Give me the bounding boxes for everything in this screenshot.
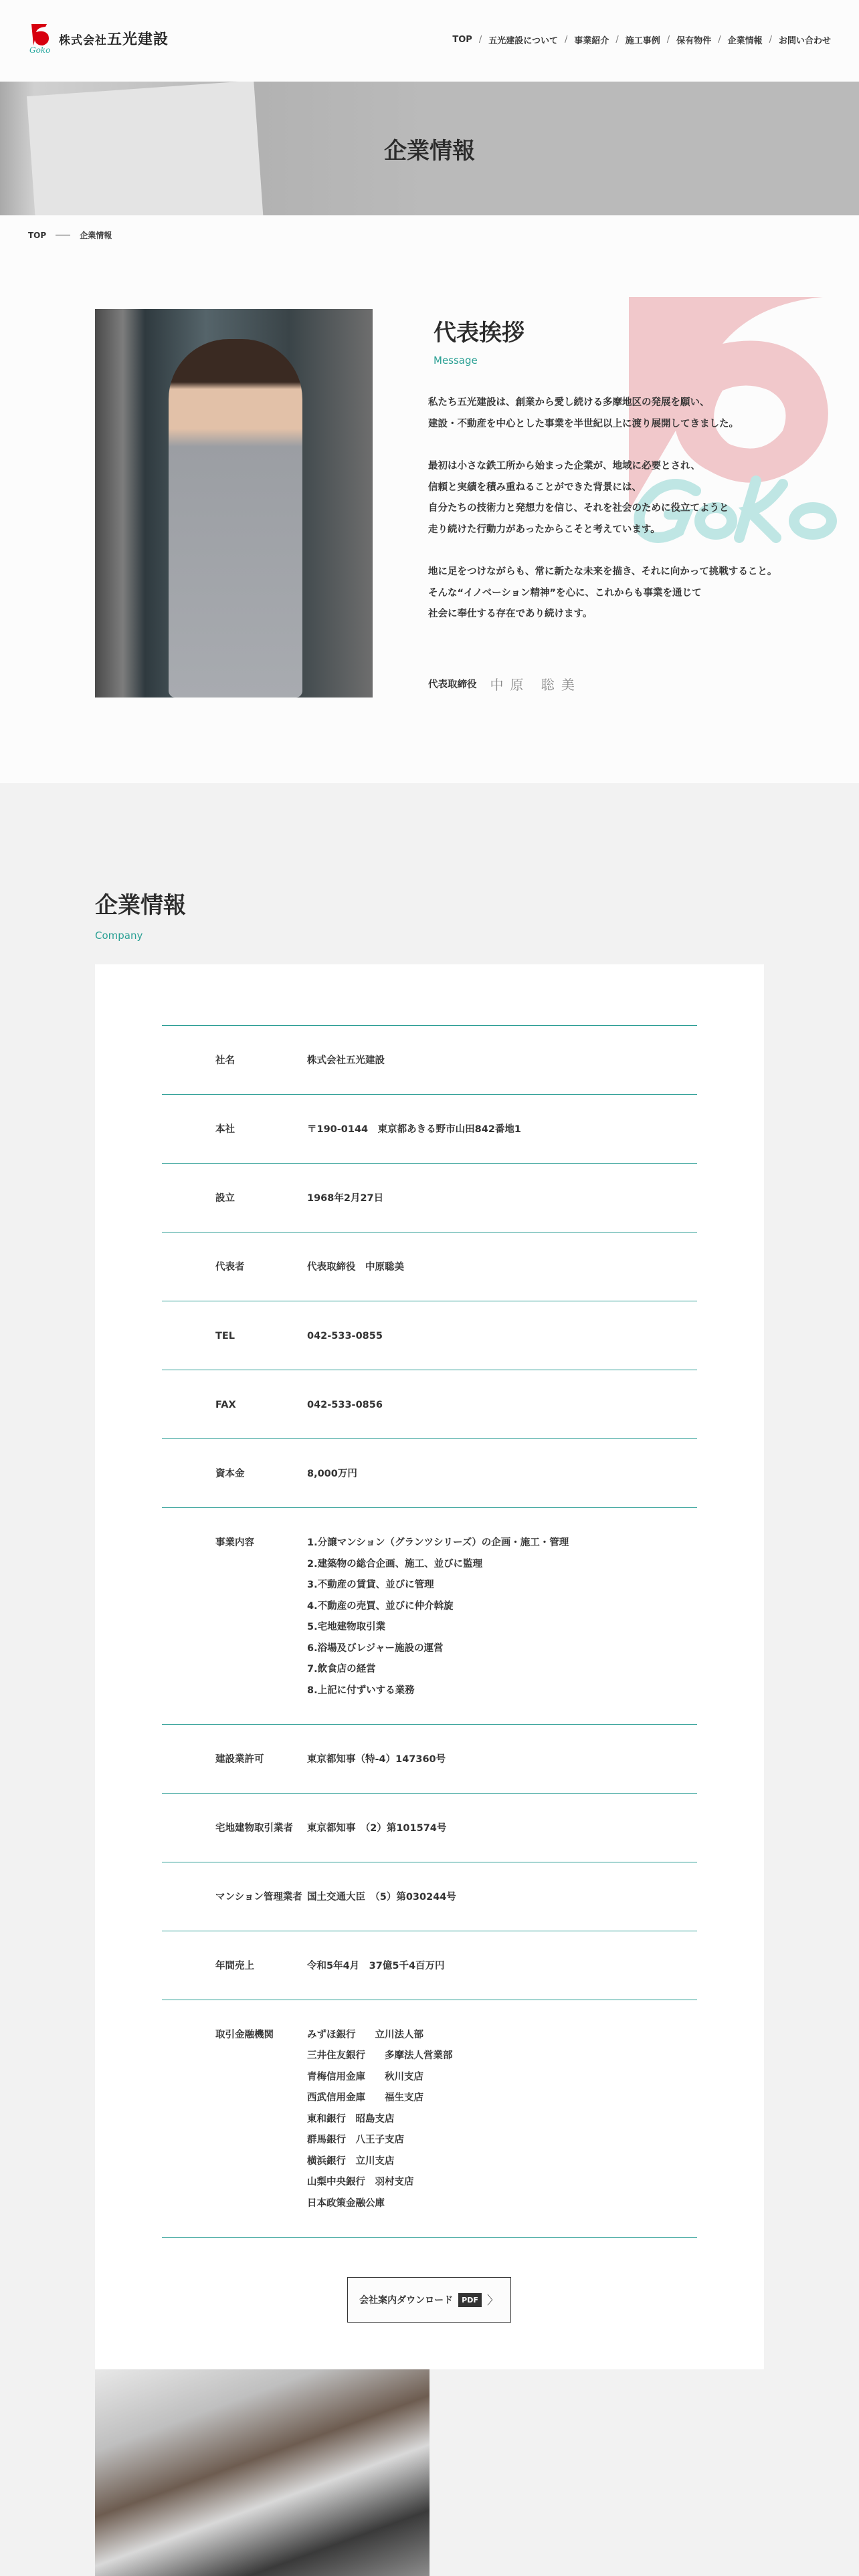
row-label: 事業内容	[215, 1537, 254, 1548]
table-row	[162, 2000, 697, 2238]
signature-title: 代表取締役	[428, 679, 477, 690]
value-line: 三井住友銀行 多摩法人営業部	[307, 2050, 453, 2061]
table-row	[162, 1301, 697, 1370]
row-value	[307, 1261, 404, 1274]
table-row	[162, 1164, 697, 1232]
message-subtitle: Message	[434, 354, 478, 366]
value-line: 8.上記に付ずいする業務	[307, 1685, 415, 1696]
row-value	[307, 1192, 383, 1205]
table-row	[162, 1095, 697, 1164]
message-paragraph	[428, 456, 729, 540]
ceo-photo	[95, 309, 373, 697]
row-label: 社名	[215, 1055, 235, 1066]
message-title: 代表挨拶	[434, 320, 524, 346]
value-line: 東京都知事 （2）第101574号	[307, 1822, 447, 1834]
row-value	[307, 1467, 357, 1481]
hero-banner	[0, 82, 859, 215]
nav-separator: /	[478, 35, 482, 45]
row-label: 取引金融機関	[215, 2029, 274, 2040]
nav-separator: /	[564, 35, 568, 45]
office-photo	[95, 2369, 430, 2576]
message-paragraph	[428, 562, 777, 625]
message-line: 社会に奉仕する存在であり続けます。	[428, 609, 593, 619]
row-label: 代表者	[215, 1262, 245, 1273]
message-line: 建設・不動産を中心とした事業を半世紀以上に渡り展開してきました。	[428, 418, 739, 429]
download-label: 会社案内ダウンロード	[359, 2295, 454, 2306]
nav-item[interactable]: 施工事例	[625, 36, 660, 46]
company-subtitle: Company	[95, 930, 143, 942]
table-row	[162, 1026, 697, 1095]
breadcrumb-current: 企業情報	[80, 231, 112, 240]
row-value	[307, 1329, 383, 1343]
nav-item[interactable]: TOP	[452, 35, 472, 45]
row-value	[307, 1536, 569, 1697]
value-line: 西武信用金庫 福生支店	[307, 2092, 423, 2103]
nav-item[interactable]: お問い合わせ	[778, 36, 831, 46]
nav-item[interactable]: 企業情報	[727, 36, 763, 46]
message-line: 自分たちの技術力と発想力を信じ、それを社会のために役立てようと	[428, 503, 729, 514]
value-line: 横浜銀行 立川支店	[307, 2155, 395, 2167]
row-value	[307, 1753, 446, 1766]
value-line: 042-533-0856	[307, 1400, 383, 1410]
download-pdf-button[interactable]	[347, 2277, 511, 2323]
ceo-figure	[169, 339, 302, 697]
table-row	[162, 1439, 697, 1508]
message-paragraph	[428, 393, 739, 435]
table-row	[162, 1370, 697, 1439]
row-label: 資本金	[215, 1469, 245, 1479]
nav-separator: /	[666, 35, 670, 45]
company-info-table	[162, 1025, 697, 2238]
value-line: 東京都知事（特-4）147360号	[307, 1753, 446, 1765]
chevron-right-icon: 〉	[486, 2294, 499, 2308]
value-line: 2.建築物の総合企画、施工、並びに監理	[307, 1558, 483, 1570]
nav-separator: /	[718, 35, 721, 45]
table-row	[162, 1862, 697, 1931]
row-label: 建設業許可	[215, 1753, 264, 1765]
row-value	[307, 2028, 453, 2210]
value-line: 1.分譲マンション（グランツシリーズ）の企画・施工・管理	[307, 1537, 569, 1548]
logo[interactable]	[29, 23, 169, 53]
value-line: 令和5年4月 37億5千4百万円	[307, 1960, 445, 1971]
breadcrumb	[28, 229, 112, 241]
value-line: 5.宅地建物取引業	[307, 1622, 386, 1632]
row-value	[307, 1123, 521, 1136]
value-line: 〒190-0144 東京都あきる野市山田842番地1	[307, 1124, 521, 1135]
site-header	[0, 0, 859, 82]
breadcrumb-top-link[interactable]: TOP	[28, 230, 47, 240]
signature	[428, 674, 581, 693]
table-row	[162, 1508, 697, 1725]
row-value	[307, 1398, 383, 1412]
nav-item[interactable]: 五光建設について	[488, 36, 558, 46]
message-line: 最初は小さな鉄工所から始まった企業が、地域に必要とされ、	[428, 461, 700, 471]
nav-separator: /	[615, 35, 619, 45]
pdf-badge: PDF	[458, 2293, 482, 2307]
value-line: 群馬銀行 八王子支店	[307, 2135, 404, 2145]
value-line: 7.飲食店の経営	[307, 1664, 376, 1675]
message-line: 地に足をつけながらも、常に新たな未来を描き、それに向かって挑戦すること。	[428, 566, 777, 577]
value-line: 青梅信用金庫 秋川支店	[307, 2071, 423, 2082]
row-label: 宅地建物取引業者	[215, 1822, 293, 1834]
row-value	[307, 1054, 385, 1067]
row-label: FAX	[215, 1400, 236, 1410]
row-label: 年間売上	[215, 1960, 254, 1971]
table-row	[162, 1725, 697, 1794]
message-line: 走り続けた行動力があったからこそと考えています。	[428, 524, 660, 535]
main-nav	[452, 33, 831, 46]
value-line: 代表取締役 中原聡美	[307, 1262, 404, 1273]
value-line: 1968年2月27日	[307, 1193, 384, 1204]
row-value	[307, 1891, 456, 1904]
row-value	[307, 1822, 446, 1835]
page-title: 企業情報	[384, 138, 475, 165]
row-label: 本社	[215, 1124, 235, 1135]
logo-text: 株式会社五光建設	[59, 31, 169, 48]
value-line: 株式会社五光建設	[307, 1055, 385, 1066]
value-line: 4.不動産の売買、並びに仲介斡旋	[307, 1600, 454, 1612]
company-title: 企業情報	[95, 892, 186, 919]
row-label: 設立	[215, 1193, 235, 1204]
table-row	[162, 1794, 697, 1862]
table-row	[162, 1931, 697, 2000]
message-line: 私たち五光建設は、創業から愛し続ける多摩地区の発展を願い、	[428, 397, 710, 408]
value-line: 8,000万円	[307, 1469, 357, 1479]
value-line: 国土交通大臣 （5）第030244号	[307, 1891, 456, 1903]
nav-item[interactable]: 保有物件	[676, 36, 712, 46]
row-label: マンション管理業者	[215, 1891, 302, 1903]
value-line: 日本政策金融公庫	[307, 2197, 385, 2209]
value-line: 042-533-0855	[307, 1331, 383, 1341]
row-label: TEL	[215, 1331, 235, 1341]
nav-separator: /	[769, 35, 772, 45]
value-line: 山梨中央銀行 羽村支店	[307, 2177, 414, 2187]
message-line: 信頼と実績を積み重ねることができた背景には、	[428, 481, 642, 493]
value-line: 6.浴場及びレジャー施設の運営	[307, 1642, 444, 1654]
goko-logo-mark-icon	[29, 23, 55, 53]
value-line: 東和銀行 昭島支店	[307, 2113, 395, 2125]
svg-text:Goko: Goko	[29, 45, 51, 53]
table-row	[162, 1232, 697, 1301]
signature-name: 中原 聡美	[490, 677, 581, 693]
value-line: みずほ銀行 立川法人部	[307, 2029, 423, 2040]
value-line: 3.不動産の賃貸、並びに管理	[307, 1580, 434, 1590]
nav-item[interactable]: 事業紹介	[574, 36, 609, 46]
row-value	[307, 1959, 445, 1973]
message-line: そんな“イノベーション精神”を心に、これからも事業を通じて	[428, 587, 702, 599]
